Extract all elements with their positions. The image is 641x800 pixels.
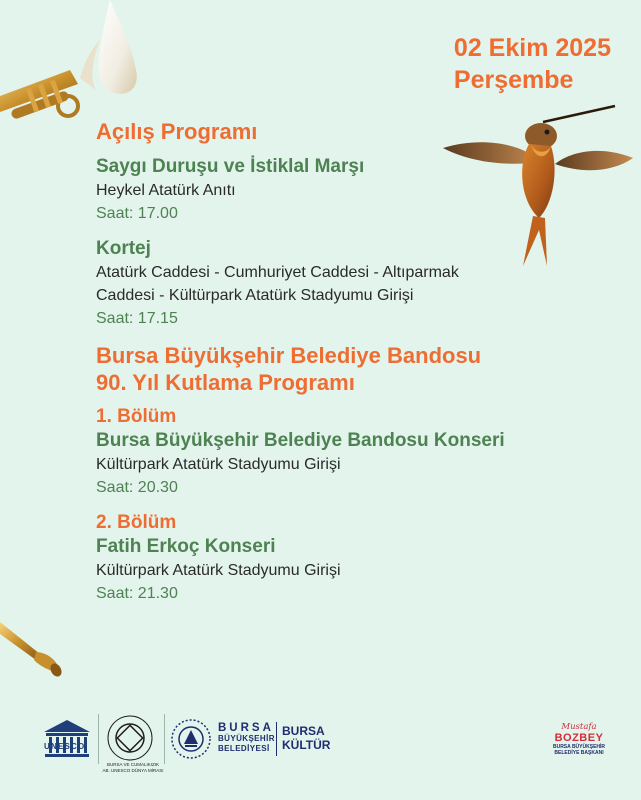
bursa-kultur-wordmark — [282, 724, 330, 752]
footer-divider — [164, 714, 165, 764]
unesco-temple-icon — [42, 718, 92, 760]
mayor-first-name: Mustafa — [561, 722, 597, 732]
bb-line: BÜYÜKŞEHİR — [218, 734, 275, 743]
event-weekday: Perşembe — [453, 66, 574, 94]
part-label: 2. Bölüm — [96, 512, 177, 533]
trumpet-illustration — [0, 612, 62, 682]
bb-line: BURSA — [218, 722, 274, 734]
bursa-municipality-emblem-icon — [170, 718, 212, 760]
footer-divider — [276, 722, 277, 756]
event-place: Kültürpark Atatürk Stadyumu Girişi — [96, 562, 341, 579]
whs-caption-line: AB. UNESCO DÜNYA MİRASI — [102, 767, 164, 773]
bursa-municipality-wordmark — [218, 722, 275, 754]
opening-program-title: Açılış Programı — [96, 119, 258, 144]
event-item — [96, 511, 576, 605]
mayor-last-name: BOZBEY — [554, 732, 604, 744]
event-item — [96, 155, 576, 225]
event-place: Heykel Atatürk Anıtı — [96, 182, 236, 199]
part-label: 1. Bölüm — [96, 406, 177, 427]
band-title-line: 90. Yıl Kutlama Programı — [96, 370, 355, 395]
mayor-title: BURSA BÜYÜKŞEHİR — [552, 744, 606, 750]
event-item — [96, 237, 576, 330]
world-heritage-caption — [100, 762, 166, 773]
event-time: Saat: 17.00 — [96, 205, 178, 222]
event-title: Saygı Duruşu ve İstiklal Marşı — [96, 156, 365, 177]
event-time: Saat: 20.30 — [96, 479, 178, 496]
mayor-title: BELEDİYE BAŞKANI — [554, 750, 604, 756]
program-content — [96, 118, 576, 617]
footer-logos — [0, 700, 641, 780]
event-title: Fatih Erkoç Konseri — [96, 536, 276, 557]
event-place: Atatürk Caddesi - Cumhuriyet Caddesi - Altıparmak — [96, 264, 459, 281]
event-item — [96, 405, 576, 499]
event-date: 02 Ekim 2025 — [453, 34, 611, 62]
unesco-label: UNESCO — [44, 742, 86, 751]
event-title: Kortej — [96, 238, 151, 259]
date-block — [454, 32, 611, 96]
event-place: Caddesi - Kültürpark Atatürk Stadyumu Girişi — [96, 287, 414, 304]
band-program-title — [96, 342, 576, 396]
kultur-line: KÜLTÜR — [282, 738, 331, 752]
band-title-line: Bursa Büyükşehir Belediye Bandosu — [96, 343, 482, 368]
event-time: Saat: 17.15 — [96, 310, 178, 327]
footer-divider — [98, 714, 99, 764]
event-title: Bursa Büyükşehir Belediye Bandosu Konseri — [96, 430, 505, 451]
bb-line: BELEDİYESİ — [218, 744, 270, 753]
event-place: Kültürpark Atatürk Stadyumu Girişi — [96, 456, 341, 473]
mayor-signature-logo — [548, 722, 610, 756]
kultur-line: BURSA — [282, 724, 325, 738]
event-time: Saat: 21.30 — [96, 585, 178, 602]
whs-caption-line: BURSA VE CUMALIKIZIK — [106, 762, 159, 767]
world-heritage-seal-icon — [106, 714, 154, 762]
